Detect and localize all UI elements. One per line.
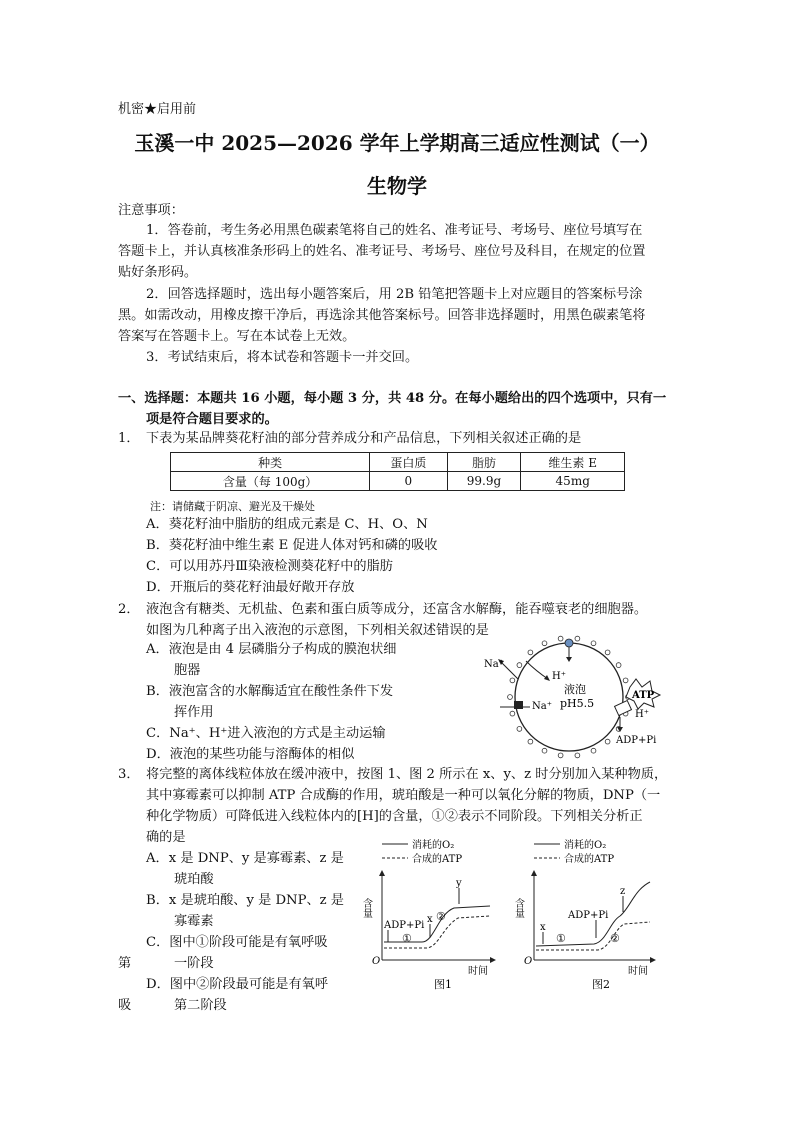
- table-header-cell: 脂肪: [447, 453, 521, 472]
- x-axis-arrow-icon: [490, 957, 496, 963]
- q3-option-a-cont: 琥珀酸: [174, 872, 214, 887]
- table-header-row: [171, 453, 625, 472]
- carrier-protein-icon: [514, 701, 523, 709]
- vacuole-diagram: [470, 635, 690, 765]
- q1-number: 1．: [118, 431, 140, 446]
- q3-option-c-cont: 一阶段: [174, 956, 214, 971]
- q3-option-b: B．x 是琥珀酸、y 是 DNP、z 是: [146, 893, 344, 908]
- membrane-particle: [542, 641, 547, 646]
- y-axis-label: 含量: [512, 898, 524, 918]
- origin-label: O: [372, 956, 381, 967]
- membrane-particle: [623, 678, 628, 683]
- stage-1-label: ①: [402, 932, 412, 945]
- section-heading: 一、选择题：本题共 16 小题，每小题 3 分，共 48 分。在每小题给出的四个选项中，只有一: [118, 391, 667, 406]
- q3-option-c: C．图中①阶段可能是有氧呼吸: [146, 935, 328, 950]
- table-header-cell: 种类: [171, 453, 370, 472]
- x-axis-arrow-icon: [650, 957, 656, 963]
- q3-option-d: D．图中②阶段最可能是有氧呼: [146, 977, 329, 992]
- q1-option-b: B．葵花籽油中维生素 E 促进人体对钙和磷的吸收: [146, 538, 438, 553]
- q2-option-a-cont: 胞器: [174, 663, 201, 678]
- vacuole-label: 液泡: [564, 683, 586, 696]
- membrane-particle: [528, 650, 533, 655]
- z-marker-label: z: [620, 886, 626, 897]
- subject-title: 生物学: [367, 174, 427, 198]
- table-cell: 45mg: [521, 472, 625, 491]
- notice-heading: 注意事项：: [118, 203, 184, 218]
- q2-stem: 液泡含有糖类、无机盐、色素和蛋白质等成分，还富含水解酶，能吞噬衰老的细胞器。: [146, 602, 648, 617]
- membrane-particle: [591, 748, 596, 753]
- table-row: [171, 472, 625, 491]
- q3-option-d-wrap: 吸: [118, 998, 132, 1013]
- table-header-cell: 蛋白质: [370, 453, 447, 472]
- adp-pi-label: ADP+Pi: [616, 735, 657, 746]
- membrane-particle: [616, 663, 621, 668]
- q3-stem: 种化学物质）可降低进入线粒体内的[H]的含量，①②表示不同阶段。下列相关分析正: [146, 809, 643, 824]
- membrane-particle: [575, 636, 580, 641]
- figure-2: [514, 838, 664, 992]
- q3-option-b-cont: 寡霉素: [174, 914, 214, 929]
- notice-line: 2．回答选择题时，选出每小题答案后，用 2B 铅笔把答题卡上对应题目的答案标号涂: [146, 287, 643, 302]
- h-inside-label: H⁺: [552, 671, 566, 682]
- x-marker-label: x: [540, 922, 546, 933]
- exam-title: 玉溪一中 2025—2026 学年上学期高三适应性测试（一）: [134, 131, 660, 155]
- membrane-particle: [510, 678, 515, 683]
- q3-option-d-cont: 第二阶段: [174, 998, 227, 1013]
- q1-option-c: C．可以用苏丹Ⅲ染液检测葵花籽中的脂肪: [146, 559, 393, 574]
- membrane-particle: [517, 727, 522, 732]
- atp-label: ATP: [632, 690, 655, 701]
- notice-line: 答案写在答题卡上。写在本试卷上无效。: [118, 329, 356, 344]
- notice-line: 贴好条形码。: [118, 265, 198, 280]
- x-axis-label: 时间: [468, 966, 488, 977]
- membrane-particle: [605, 739, 610, 744]
- q3-option-c-wrap: 第: [118, 956, 132, 971]
- y-axis-label: 含量: [360, 898, 372, 918]
- stage-1-label: ①: [556, 932, 566, 945]
- membrane-particle: [605, 650, 610, 655]
- q2-option-c: C．Na⁺、H⁺进入液泡的方式是主动运输: [146, 726, 386, 741]
- q2-option-d: D．液泡的某些功能与溶酶体的相似: [146, 747, 355, 762]
- q3-stem: 将完整的离体线粒体放在缓冲液中，按图 1、图 2 所示在 x、y、z 时分别加入某种物质，: [146, 767, 668, 782]
- q3-stem: 确的是: [146, 830, 186, 845]
- legend-o2: 消耗的O₂: [412, 840, 455, 851]
- y-marker-label: y: [456, 878, 462, 889]
- q2-number: 2．: [118, 602, 140, 617]
- notice-line: 3．考试结束后，将本试卷和答题卡一并交回。: [146, 350, 419, 365]
- table-header-cell: 维生素 E: [521, 453, 625, 472]
- adp-pi-label: ADP+Pi: [568, 910, 609, 921]
- table-note: 注：请储藏于阴凉、避光及干燥处: [150, 500, 315, 513]
- stage-2-label: ②: [436, 910, 446, 923]
- origin-label: O: [524, 956, 533, 967]
- legend-o2: 消耗的O₂: [564, 840, 607, 851]
- figure-caption: 图1: [434, 978, 452, 991]
- q3-number: 3．: [118, 767, 140, 782]
- atp-pump-icon: [615, 701, 632, 716]
- h-pump-label: H⁺: [635, 709, 649, 720]
- table-cell: 0: [370, 472, 447, 491]
- q2-option-b-cont: 挥作用: [174, 705, 214, 720]
- nutrition-table: [170, 452, 625, 491]
- membrane-particle: [510, 711, 515, 716]
- membrane-particle: [542, 748, 547, 753]
- section-heading-cont: 项是符合题目要求的。: [146, 412, 278, 427]
- x-axis-label: 时间: [628, 966, 648, 977]
- q3-option-a: A．x 是 DNP、y 是寡霉素、z 是: [146, 851, 344, 866]
- adp-pi-label: ADP+Pi: [384, 920, 425, 931]
- q2-stem: 如图为几种离子出入液泡的示意图，下列相关叙述错误的是: [146, 623, 489, 638]
- channel-protein-icon: [565, 639, 573, 647]
- q1-option-d: D．开瓶后的葵花籽油最好敞开存放: [146, 580, 355, 595]
- y-axis-arrow-icon: [379, 870, 385, 876]
- notice-line: 1．答卷前，考生务必用黑色碳素笔将自己的姓名、准考证号、考场号、座位号填写在: [146, 223, 643, 238]
- arrow-head-icon: [566, 657, 572, 662]
- na-outside-label: Na⁺: [484, 659, 504, 670]
- membrane-particle: [575, 753, 580, 758]
- q2-option-a: A．液泡是由 4 层磷脂分子构成的膜泡状细: [146, 642, 397, 657]
- table-cell: 含量（每 100g）: [171, 472, 370, 491]
- y-axis-arrow-icon: [531, 870, 537, 876]
- membrane-particle: [517, 663, 522, 668]
- q2-option-b: B．液泡富含的水解酶适宜在酸性条件下发: [146, 684, 394, 699]
- legend-atp: 合成的ATP: [412, 854, 463, 865]
- membrane-particle: [558, 753, 563, 758]
- figure-caption: 图2: [592, 978, 610, 991]
- membrane-particle: [508, 695, 513, 700]
- q3-stem: 其中寡霉素可以抑制 ATP 合成酶的作用，琥珀酸是一种可以氧化分解的物质，DNP（一: [146, 788, 661, 803]
- q1-stem: 下表为某品牌葵花籽油的部分营养成分和产品信息，下列相关叙述正确的是: [146, 431, 582, 446]
- stage-2-label: ②: [610, 932, 620, 945]
- membrane-particle: [528, 739, 533, 744]
- vacuole-ph-label: pH5.5: [560, 697, 595, 710]
- notice-line: 黑。如需改动，用橡皮擦干净后，再选涂其他答案标号。回答非选择题时，用黑色碳素笔将: [118, 308, 646, 323]
- legend-atp: 合成的ATP: [564, 854, 615, 865]
- confidential-mark: 机密★启用前: [118, 102, 197, 117]
- table-cell: 99.9g: [447, 472, 521, 491]
- arrow-head-icon: [544, 675, 550, 681]
- notice-line: 答题卡上，并认真核准条形码上的姓名、准考证号、考场号、座位号及科目，在规定的位置: [118, 244, 646, 259]
- q1-option-a: A．葵花籽油中脂肪的组成元素是 C、H、O、N: [146, 517, 428, 532]
- figure-1: [362, 838, 504, 992]
- arrow-line: [526, 661, 548, 679]
- membrane-particle: [591, 641, 596, 646]
- membrane-particle: [558, 636, 563, 641]
- x-marker-label: x: [427, 914, 433, 925]
- na-inside-label: Na⁺: [532, 701, 552, 712]
